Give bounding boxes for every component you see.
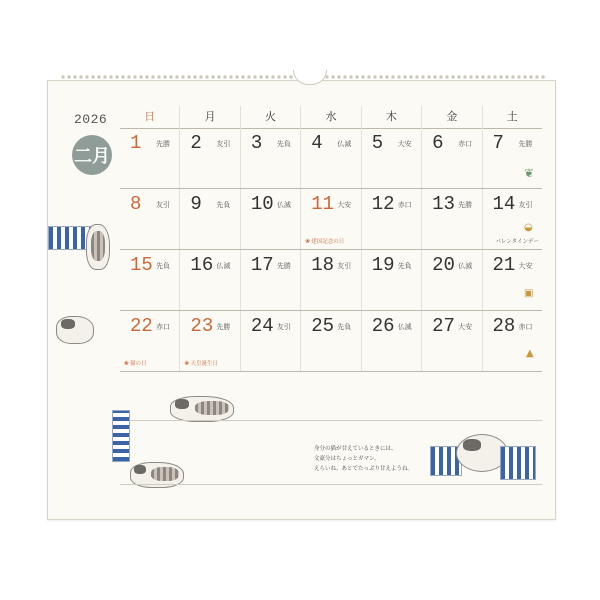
day-number: 17 bbox=[250, 254, 274, 276]
holiday-text: 天皇誕生日 bbox=[190, 361, 218, 367]
day-number: 16 bbox=[190, 254, 214, 276]
weekday-header bbox=[120, 106, 542, 129]
day-cell[interactable] bbox=[482, 311, 542, 371]
rokuyo-label: 先勝 bbox=[276, 262, 291, 270]
rokuyo-label: 友引 bbox=[276, 323, 291, 331]
day-cell[interactable] bbox=[240, 128, 300, 188]
day-number: 11 bbox=[311, 193, 335, 215]
rokuyo-label: 友引 bbox=[156, 201, 170, 209]
week-row bbox=[120, 311, 542, 372]
day-number: 2 bbox=[190, 132, 202, 154]
day-cell[interactable] bbox=[240, 189, 300, 249]
paw-icon: ❀ bbox=[184, 360, 190, 367]
day-cell[interactable] bbox=[300, 250, 360, 310]
year-label: 2026 bbox=[74, 112, 108, 127]
chocolate-icon: ◒ bbox=[524, 222, 533, 233]
day-number: 1 bbox=[130, 132, 142, 154]
day-cell[interactable] bbox=[361, 189, 421, 249]
day-number: 22 bbox=[130, 315, 153, 337]
rokuyo-label: 赤口 bbox=[458, 140, 473, 148]
rokuyo-label: 赤口 bbox=[518, 323, 533, 331]
rokuyo-label: 大安 bbox=[397, 140, 412, 148]
day-number: 20 bbox=[432, 254, 455, 276]
rokuyo-label: 先勝 bbox=[156, 140, 170, 148]
day-number: 18 bbox=[311, 254, 335, 276]
caption-line: 身分の猫が甘えているときには、 bbox=[314, 446, 397, 452]
day-cell[interactable] bbox=[421, 128, 481, 188]
day-cell[interactable] bbox=[120, 128, 179, 188]
rokuyo-label: 友引 bbox=[518, 201, 533, 209]
holiday-text: 建国記念の日 bbox=[311, 239, 345, 245]
day-cell[interactable] bbox=[361, 311, 421, 371]
weekday-fri: 金 bbox=[421, 106, 481, 128]
day-cell[interactable] bbox=[421, 250, 481, 310]
rokuyo-label: 友引 bbox=[337, 262, 352, 270]
day-cell[interactable] bbox=[361, 128, 421, 188]
caption-line: えらいね、あとでたっぷり甘えようね。 bbox=[314, 466, 414, 472]
day-number: 4 bbox=[311, 132, 323, 154]
event-label: バレンタインデー bbox=[495, 239, 539, 245]
day-number: 25 bbox=[311, 315, 335, 337]
rokuyo-label: 大安 bbox=[458, 323, 473, 331]
striped-sleeve-illustration bbox=[112, 410, 130, 462]
day-number: 9 bbox=[190, 193, 202, 215]
day-cell[interactable] bbox=[300, 311, 360, 371]
day-number: 24 bbox=[250, 315, 274, 337]
day-cell[interactable] bbox=[300, 128, 360, 188]
holiday-label bbox=[184, 359, 218, 367]
calendar-grid bbox=[120, 128, 542, 372]
rokuyo-label: 大安 bbox=[518, 262, 533, 270]
day-cell[interactable] bbox=[421, 189, 481, 249]
striped-arm-illustration bbox=[500, 446, 536, 480]
day-number: 28 bbox=[492, 315, 516, 337]
holiday-label bbox=[124, 359, 147, 367]
day-number: 26 bbox=[371, 315, 395, 337]
day-number: 10 bbox=[250, 193, 274, 215]
day-number: 14 bbox=[492, 193, 516, 215]
rokuyo-label: 大安 bbox=[337, 201, 352, 209]
month-badge: 二月 bbox=[72, 135, 112, 175]
caption-line: 文豪分はちょっとガマン。 bbox=[314, 456, 380, 462]
rokuyo-label: 仏滅 bbox=[276, 201, 291, 209]
rokuyo-label: 先負 bbox=[337, 323, 352, 331]
day-cell[interactable] bbox=[179, 189, 239, 249]
weekday-thu: 木 bbox=[361, 106, 421, 128]
day-number: 19 bbox=[371, 254, 395, 276]
cat-illustration bbox=[56, 316, 94, 344]
sprig-icon: ❦ bbox=[524, 166, 535, 180]
day-cell[interactable] bbox=[240, 311, 300, 371]
day-cell[interactable] bbox=[120, 189, 179, 249]
day-cell[interactable] bbox=[179, 311, 239, 371]
weekday-tue: 火 bbox=[240, 106, 300, 128]
day-cell[interactable] bbox=[482, 189, 542, 249]
day-number: 15 bbox=[130, 254, 153, 276]
rokuyo-label: 先負 bbox=[216, 201, 231, 209]
cat-illustration bbox=[86, 224, 110, 270]
day-number: 8 bbox=[130, 193, 142, 215]
day-cell[interactable] bbox=[421, 311, 481, 371]
rokuyo-label: 仏滅 bbox=[216, 262, 231, 270]
day-cell[interactable] bbox=[179, 250, 239, 310]
sleeping-cat-illustration bbox=[170, 396, 234, 422]
week-row bbox=[120, 250, 542, 311]
day-number: 6 bbox=[432, 132, 444, 154]
day-number: 13 bbox=[432, 193, 455, 215]
rokuyo-label: 仏滅 bbox=[397, 323, 412, 331]
holiday-label bbox=[305, 237, 344, 245]
week-row bbox=[120, 128, 542, 189]
rokuyo-label: 仏滅 bbox=[458, 262, 473, 270]
day-number: 23 bbox=[190, 315, 214, 337]
paw-icon: ❀ bbox=[124, 360, 130, 367]
day-cell[interactable] bbox=[120, 250, 179, 310]
holiday-text: 猫の日 bbox=[130, 361, 147, 367]
weekday-sun: 日 bbox=[144, 110, 156, 123]
day-cell[interactable] bbox=[361, 250, 421, 310]
day-number: 21 bbox=[492, 254, 516, 276]
day-number: 3 bbox=[250, 132, 263, 154]
day-cell[interactable] bbox=[120, 311, 179, 371]
rokuyo-label: 先勝 bbox=[216, 323, 231, 331]
weekday-sat: 土 bbox=[482, 106, 542, 128]
paw-icon: ❀ bbox=[305, 238, 311, 245]
rokuyo-label: 先負 bbox=[156, 262, 170, 270]
ground-line bbox=[120, 420, 542, 421]
day-cell[interactable] bbox=[300, 189, 360, 249]
weekday-mon: 月 bbox=[179, 106, 239, 128]
week-row bbox=[120, 189, 542, 250]
rokuyo-label: 赤口 bbox=[397, 201, 412, 209]
rokuyo-label: 先勝 bbox=[458, 201, 473, 209]
day-cell[interactable] bbox=[179, 128, 239, 188]
rokuyo-label: 仏滅 bbox=[337, 140, 352, 148]
day-cell[interactable] bbox=[240, 250, 300, 310]
day-number: 7 bbox=[492, 132, 504, 154]
rokuyo-label: 友引 bbox=[216, 140, 231, 148]
day-number: 27 bbox=[432, 315, 455, 337]
day-number: 5 bbox=[371, 132, 384, 154]
bell-icon: ▲ bbox=[526, 348, 534, 359]
rokuyo-label: 先勝 bbox=[518, 140, 533, 148]
day-number: 12 bbox=[371, 193, 395, 215]
pot-icon: ▣ bbox=[524, 288, 534, 299]
weekday-wed: 水 bbox=[300, 106, 360, 128]
rokuyo-label: 先負 bbox=[276, 140, 291, 148]
day-cell[interactable] bbox=[482, 250, 542, 310]
rokuyo-label: 赤口 bbox=[156, 323, 170, 331]
ground-line bbox=[120, 484, 542, 485]
rokuyo-label: 先負 bbox=[397, 262, 412, 270]
